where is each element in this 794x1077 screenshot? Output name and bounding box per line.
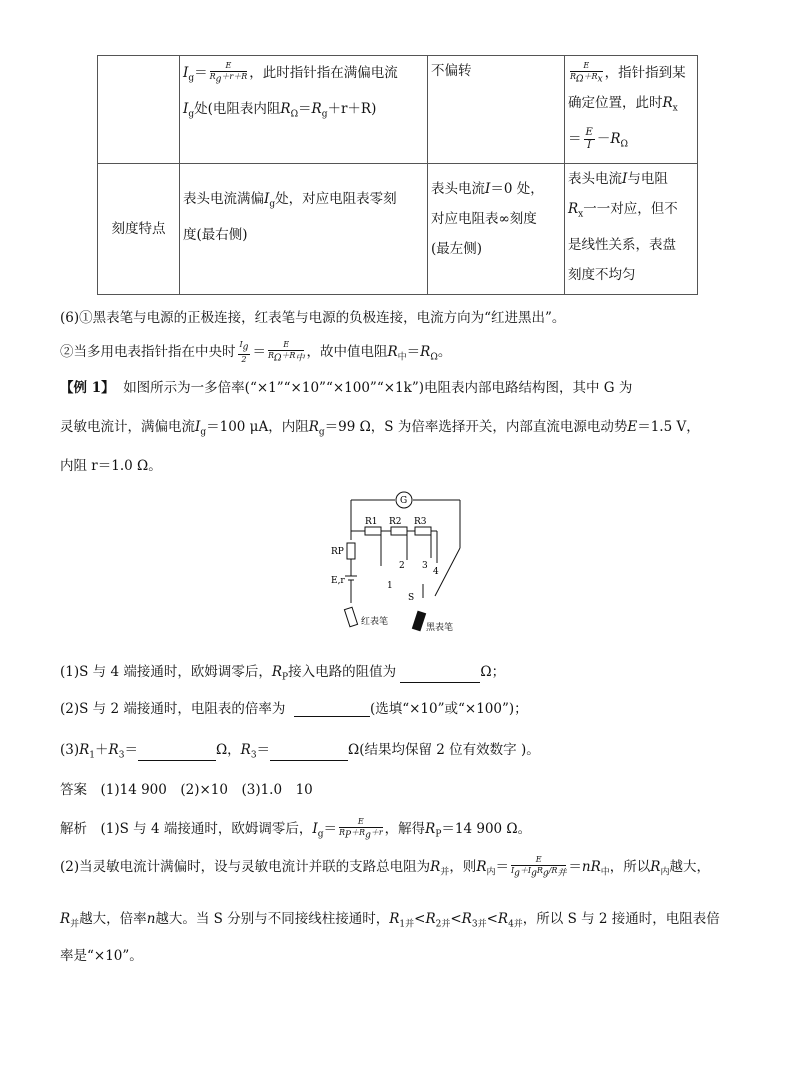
answer-blank[interactable] bbox=[138, 746, 216, 761]
table-cell: 表头电流I与电阻 $R_x$一一对应，但不 是线性关系，表盘 刻度不均匀 bbox=[565, 164, 698, 295]
note-6: (6)①黑表笔与电源的正极连接，红表笔与电源的负极连接，电流方向为“红进黑出”。 bbox=[60, 310, 566, 326]
resistor-r3 bbox=[415, 527, 431, 535]
answer-blank[interactable] bbox=[400, 668, 480, 683]
example-line-1: 【例 1】 如图所示为一多倍率(“×1”“×10”“×100”“×1k”)电阻表内部电路结构图，其中 G 为 bbox=[60, 380, 633, 396]
analysis-line-2: (2)当灵敏电流计满偏时，设与灵敏电流计并联的支路总电阻为$R_并$，则$R_内=$ $\frac{E}{I_g+I_gR_g/R_并}$ $=nR_中$，所以$R_内$越大， bbox=[60, 855, 710, 879]
answer-blank[interactable] bbox=[294, 702, 370, 717]
terminal-4: 4 bbox=[433, 567, 439, 577]
comparison-table bbox=[97, 55, 698, 295]
resistor-r1 bbox=[365, 527, 381, 535]
rp-label: RP bbox=[331, 547, 344, 557]
r3-label: R3 bbox=[414, 517, 427, 527]
question-2: (2)S 与 2 端接通时，电阻表的倍率为 (选填“×10”或“×100”)； bbox=[60, 701, 528, 717]
example-line-2: 灵敏电流计，满偏电流$I_g=100$ μA，内阻$R_g=99$ Ω，S 为倍率选择开关，内部直流电源电动势E＝1.5 V， bbox=[60, 419, 700, 438]
resistor-rp bbox=[347, 543, 355, 559]
wire bbox=[435, 548, 460, 596]
table-row-label: 刻度特点 bbox=[98, 164, 180, 295]
terminal-3: 3 bbox=[422, 561, 428, 571]
analysis-line-1: 解析 (1)S 与 4 端接通时，欧姆调零后，$I_g=$ $\frac{E}{R_P+R_g+r}$ ，解得$R_P=14$ 900 Ω。 bbox=[60, 817, 532, 841]
switch-label: S bbox=[408, 593, 415, 603]
answer-line: 答案 (1)14 900 (2)×10 (3)1.0 10 bbox=[60, 782, 313, 798]
circuit-diagram bbox=[325, 488, 465, 638]
table-cell: $I_g=$ $\frac{E}{R_g+r+R}$ ，此时指针指在满偏电流 $I_g$处(电阻表内阻$R_\Omega=R_g+r+R$) bbox=[180, 56, 428, 164]
terminal-1: 1 bbox=[387, 581, 393, 591]
analysis-line-3: $R_并$越大，倍率n越大。当 S 分别与不同接线柱接通时，$R_{1并}<R_{2并}<R_{3并}<R_{4并}$，所以 S 与 2 接通时，电阻表倍 bbox=[60, 911, 720, 930]
r1-label: R1 bbox=[365, 517, 378, 527]
analysis-line-4: 率是“×10”。 bbox=[60, 948, 143, 964]
table-cell: 不偏转 bbox=[428, 56, 565, 164]
table-cell bbox=[98, 56, 180, 164]
table-cell: $\frac{E}{R_\Omega+R_x}$ ，指针指到某 确定位置，此时$R_x$ ＝ $\frac{E}{I}$ $-R_\Omega$ bbox=[565, 56, 698, 164]
example-line-3: 内阻 r＝1.0 Ω。 bbox=[60, 458, 162, 474]
black-pen-icon bbox=[412, 611, 425, 631]
er-label: E,r bbox=[331, 576, 345, 586]
red-pen-icon bbox=[344, 607, 357, 627]
answer-blank[interactable] bbox=[270, 746, 348, 761]
red-pen-label: 红表笔 bbox=[361, 617, 389, 627]
note-6-b: ②当多用电表指针指在中央时 $\frac{I_g}{2}$ ＝ $\frac{E}{R_\Omega+R_中}$ ，故中值电阻$R_中=R_\Omega$。 bbox=[60, 340, 452, 364]
table-row bbox=[98, 56, 698, 164]
g-label: G bbox=[400, 496, 408, 506]
black-pen-label: 黑表笔 bbox=[426, 623, 454, 633]
table-row bbox=[98, 164, 698, 295]
resistor-r2 bbox=[391, 527, 407, 535]
table-cell: 表头电流满偏$I_g$处，对应电阻表零刻 度(最右侧) bbox=[180, 164, 428, 295]
r2-label: R2 bbox=[389, 517, 402, 527]
question-1: (1)S 与 4 端接通时，欧姆调零后，$R_P$接入电路的阻值为 Ω； bbox=[60, 664, 506, 683]
question-3: $(3)R_1+R_3= \Omega$，$R_3= \Omega$(结果均保留 2 位有效数字 )。 bbox=[60, 742, 540, 761]
terminal-2: 2 bbox=[399, 561, 405, 571]
table-cell: 表头电流I＝0 处， 对应电阻表∞刻度 (最左侧) bbox=[428, 164, 565, 295]
